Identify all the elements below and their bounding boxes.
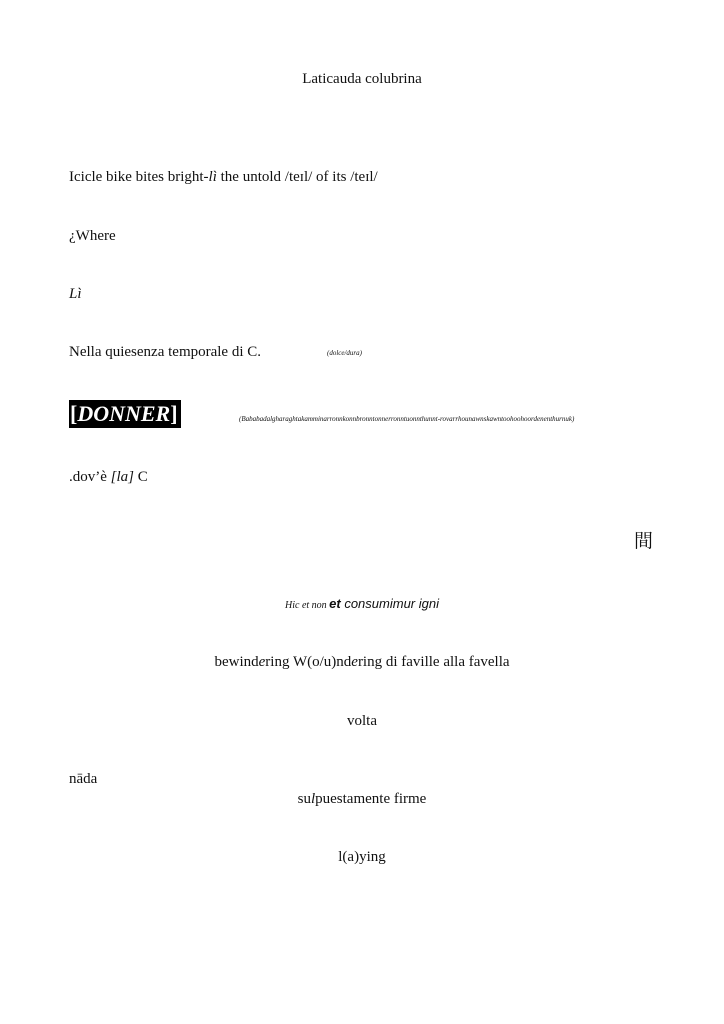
verse-italic-l: l [310,791,316,807]
verse-line-li: Lì [69,286,82,302]
verse-line-bewindering [0,653,724,671]
kanji-ma: 間 [634,530,654,552]
verse-line-supuestamente [0,790,724,808]
verse-italic-e: e [351,654,358,670]
verse-line-nella: Nella quiesenza temporale di C. [69,344,262,360]
document-title: Laticauda colubrina [302,71,422,87]
verse-text: ring W(o/u)nd [265,654,352,670]
donner-word: DONNER [77,401,171,426]
verse-line-where: ¿Where [69,228,116,244]
verse-text: su [297,791,311,807]
thunderword: (Bababadalgharaghtakamminarronnkonnbronntonnerronntuonnthunnt-rovarrhounawnskawntoohoohoordenenthurnuk) [239,415,575,423]
verse-italic-li: lì [208,169,217,185]
verse-line-laying: l(a)ying [338,849,386,865]
dolce-dura-note: (dolce/dura) [327,349,362,357]
verse-text: .dov’è [69,469,111,485]
verse-text: puestamente firme [315,791,427,807]
latin-consumimur: consumimur igni [340,596,439,611]
latin-small: Hic et non [285,600,330,611]
verse-line-volta: volta [347,713,377,729]
latin-et: et [329,596,341,611]
verse-italic-e: e [258,654,266,670]
verse-line-dove [69,468,148,486]
verse-text: ring di faville alla favella [357,654,510,670]
verse-text: C [134,469,148,485]
verse-line-nada: nāda [69,771,98,787]
verse-text: Icicle bike bites bright- [69,169,209,185]
verse-italic-la: [la] [110,469,134,485]
donner-open-bracket: [ [70,401,78,426]
latin-line [0,595,724,615]
donner-highlight [69,400,181,428]
donner-close-bracket: ] [170,401,178,426]
verse-text: the untold /teɪl/ of its /teɪl/ [216,169,378,185]
verse-text: bewind [214,654,259,670]
verse-line-icicle [69,168,378,186]
